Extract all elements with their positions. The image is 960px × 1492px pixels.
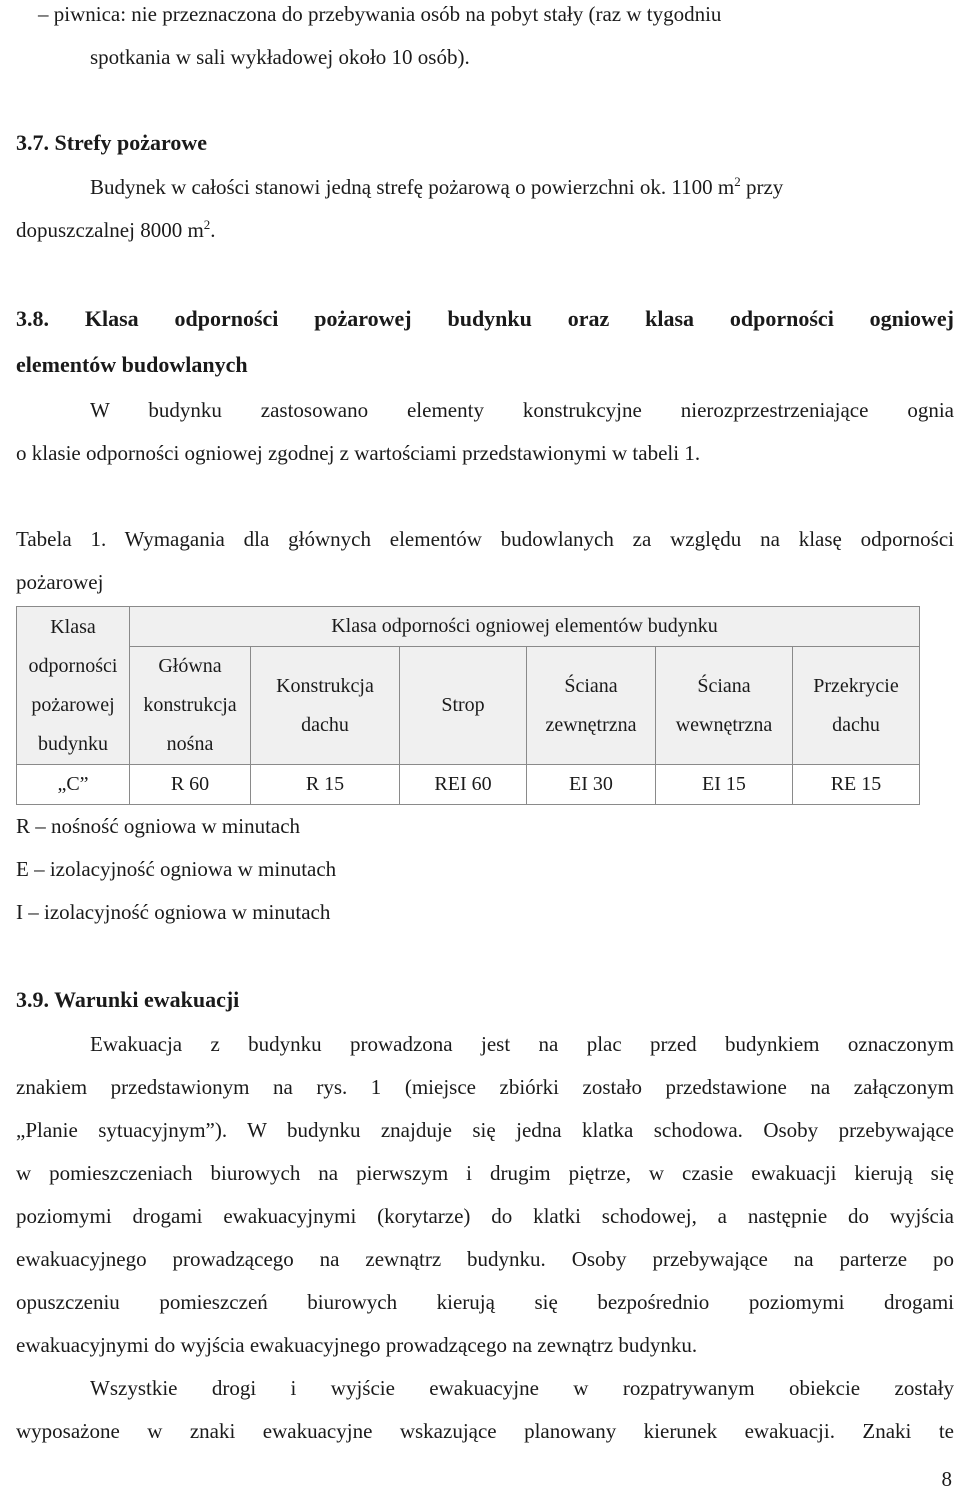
paragraph-3-9-line1: Ewakuacja z budynku prowadzona jest na plac przed budynkiem oznaczonym [90,1032,954,1056]
table-row [17,765,920,805]
section-heading-3-8: 3.8. Klasa odporności pożarowej budynku oraz klasa odporności ogniowej [16,306,954,331]
section-heading-3-7: 3.7. Strefy pożarowe [16,130,208,155]
paragraph-3-9-line2: znakiem przedstawionym na rys. 1 (miejsce zbiórki zostało przedstawione na załączonym [16,1075,954,1099]
table-header-row-1 [17,607,920,647]
paragraph-3-7-line2: dopuszczalnej 8000 $m^2$. [16,217,216,242]
paragraph-3-9-line4: w pomieszczeniach biurowych na pierwszym i drugim piętrze, w czasie ewakuacji kierują się [16,1161,954,1185]
cell-class: „C” [17,765,130,805]
header-main-structure: Główna konstrukcja nośna [130,647,251,765]
header-group-cell: Klasa odporności ogniowej elementów budynku [130,607,920,647]
cell-ceiling: REI 60 [400,765,527,805]
paragraph-3-9-line7: opuszczeniu pomieszczeń biurowych kierują się bezpośrednio poziomymi drogami [16,1290,954,1314]
table-caption: Tabela 1. Wymagania dla głównych elementów budowlanych za względu na klasę odporności [16,527,954,551]
header-roof-covering: Przekrycie dachu [793,647,920,765]
header-roof-structure: Konstrukcja dachu [251,647,400,765]
section-heading-3-9: 3.9. Warunki ewakuacji [16,987,240,1012]
section-heading-3-8-continued: elementów budowlanych [16,352,248,377]
table-caption-continued: pożarowej [16,570,104,594]
cell-roof-structure: R 15 [251,765,400,805]
header-ceiling: Strop [400,647,527,765]
paragraph-3-9-line3: „Planie sytuacyjnym”). W budynku znajduje się jedna klatka schodowa. Osoby przebywające [16,1118,954,1142]
cell-external-wall: EI 30 [527,765,656,805]
header-internal-wall: Ściana wewnętrzna [656,647,793,765]
paragraph-3-9-line6: ewakuacyjnego prowadzącego na zewnątrz budynku. Osoby przebywające na parterze po [16,1247,954,1271]
page-number: 8 [941,1467,952,1491]
header-class-cell: Klasa odporności pożarowej budynku [17,607,130,765]
paragraph-3-9-line5: poziomymi drogami ewakuacyjnymi (korytarze) do klatki schodowej, a następnie do wyjścia [16,1204,954,1228]
cell-roof-covering: RE 15 [793,765,920,805]
cell-main-structure: R 60 [130,765,251,805]
fire-resistance-table [16,606,920,805]
legend-e: E – izolacyjność ogniowa w minutach [16,857,337,881]
bullet-line: – piwnica: nie przeznaczona do przebywania osób na pobyt stały (raz w tygodniu [38,2,722,26]
bullet-line-continued: spotkania w sali wykładowej około 10 osób). [90,45,470,69]
paragraph-signs-line1: Wszystkie drogi i wyjście ewakuacyjne w rozpatrywanym obiekcie zostały [90,1376,954,1400]
paragraph-3-7-line1: Budynek w całości stanowi jedną strefę pożarową o powierzchni ok. 1100 $m^2$ przy [90,174,784,199]
legend-r: R – nośność ogniowa w minutach [16,814,301,838]
cell-internal-wall: EI 15 [656,765,793,805]
table-header-row-2 [17,647,920,765]
header-external-wall: Ściana zewnętrzna [527,647,656,765]
legend-i: I – izolacyjność ogniowa w minutach [16,900,331,924]
paragraph-signs-line2: wyposażone w znaki ewakuacyjne wskazujące planowany kierunek ewakuacji. Znaki te [16,1419,954,1443]
paragraph-3-8-line2: o klasie odporności ogniowej zgodnej z wartościami przedstawionymi w tabeli 1. [16,441,701,465]
paragraph-3-9-line8: ewakuacyjnymi do wyjścia ewakuacyjnego prowadzącego na zewnątrz budynku. [16,1333,698,1357]
paragraph-3-8-line1: W budynku zastosowano elementy konstrukcyjne nierozprzestrzeniające ognia [90,398,954,422]
